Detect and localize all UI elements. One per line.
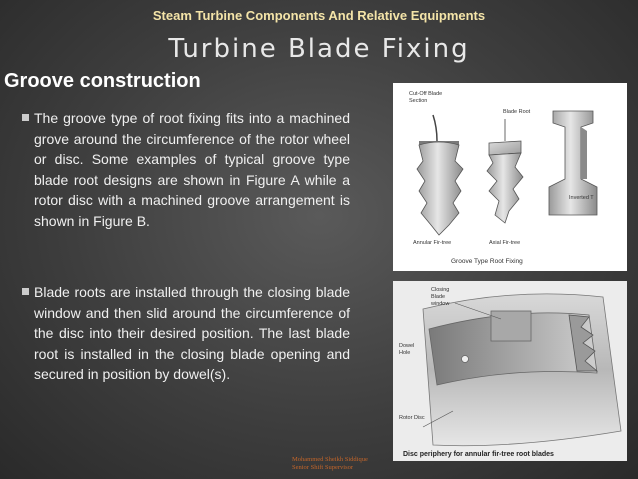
- figure-b-caption: Disc periphery for annular fir-tree root blades: [403, 451, 554, 458]
- label-cutoff-blade: Cut-Off Blade: [409, 91, 443, 97]
- footer-author-role: Senior Shift Supervisor: [292, 464, 354, 471]
- annular-fir-tree-root: [417, 115, 463, 235]
- figure-a-root-fixing: [393, 83, 627, 271]
- label-blade-root: Blade Root: [503, 109, 531, 115]
- label-closing: Closing: [431, 287, 450, 293]
- slide-title: Turbine Blade Fixing: [168, 34, 470, 64]
- label-hole: Hole: [399, 350, 411, 356]
- axial-fir-tree-root: [487, 119, 523, 223]
- slide-subtitle: Groove construction: [4, 70, 201, 92]
- bullet-marker: [22, 288, 29, 295]
- paragraph-groove-description: The groove type of root fixing fits into a machined grove around the circumference of the rotor wheel or disc. Some examples of typical groove type blade root designs are shown in Figure A while a rotor disc with a machined groove arrangement is shown in Figure B.: [34, 110, 350, 229]
- figure-a-caption: Groove Type Root Fixing: [451, 258, 523, 265]
- label-rotor-disc: Rotor Disc: [399, 415, 425, 421]
- dowel-hole: [462, 356, 469, 363]
- footer-author-name: Mohammed Sheikh Siddique: [292, 456, 368, 463]
- label-blade: Blade: [431, 294, 446, 300]
- label-axial-fir-tree: Axial Fir-tree: [489, 240, 521, 246]
- label-section: Section: [409, 98, 428, 104]
- label-annular-fir-tree: Annular Fir-tree: [413, 240, 452, 246]
- figure-b-rotor-disc: [393, 281, 627, 461]
- course-header: Steam Turbine Components And Relative Equipments: [152, 8, 486, 23]
- label-dowel: Dowel: [399, 343, 415, 349]
- paragraph-installation-description: Blade roots are installed through the closing blade window and then slid around the circumference of the disc into their desired position. The last blade root is installed in the closing blade opening and secured in position by dowel(s).: [34, 284, 350, 383]
- bullet-marker: [22, 114, 29, 121]
- closing-blade-window: [491, 311, 531, 341]
- label-inverted-t: Inverted T: [569, 195, 594, 201]
- label-window: window: [431, 301, 450, 307]
- author-footer: [292, 456, 368, 472]
